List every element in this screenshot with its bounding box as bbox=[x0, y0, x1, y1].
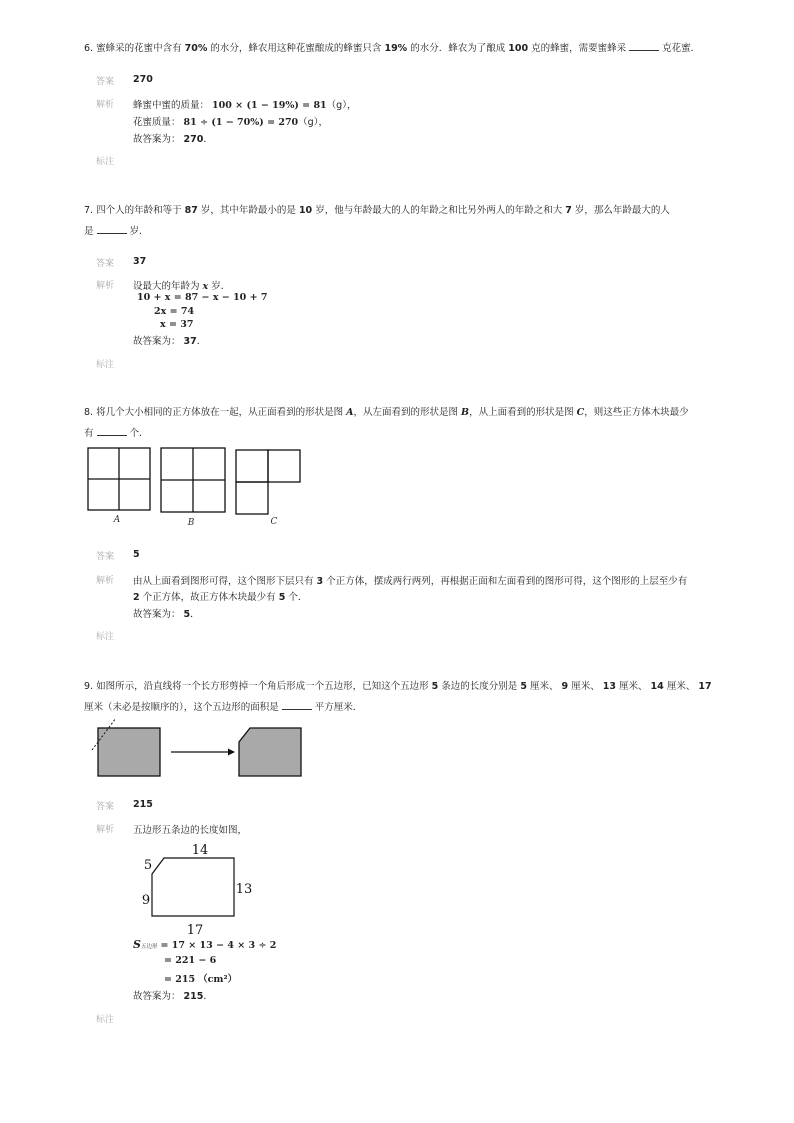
figure-c-label: C bbox=[270, 517, 278, 527]
answer-blank[interactable] bbox=[629, 40, 659, 51]
note-label: 标注 bbox=[96, 360, 115, 370]
question-7-text: 7. 四个人的年龄和等于 87 岁，其中年龄最小的是 10 岁，他与年龄最大的人的年龄之和比另外两人的年龄之和大 7 岁，那么年龄最大的人 是 岁． bbox=[84, 205, 670, 237]
answer-label: 答案 bbox=[96, 77, 115, 87]
analysis-line-2: 2 个正方体，故正方体木块最少有 5 个． bbox=[133, 592, 308, 603]
answer-value: 37 bbox=[133, 256, 147, 267]
analysis-line-1: 五边形五条边的长度如图， bbox=[133, 825, 248, 836]
analysis-line-3: 故答案为： 270． bbox=[133, 134, 213, 145]
answer-value: 270 bbox=[133, 74, 153, 85]
analysis-line-5: 故答案为： 215． bbox=[133, 991, 213, 1002]
equation-2: 2x = 74 bbox=[154, 306, 195, 317]
analysis-label: 解析 bbox=[96, 100, 115, 110]
resulting-pentagon bbox=[239, 728, 301, 776]
area-equation-3: = 215 （cm²） bbox=[164, 974, 238, 985]
analysis-label: 解析 bbox=[96, 825, 115, 835]
analysis-line-2: 花蜜质量： 81 ÷ (1 − 70%) = 270（g）， bbox=[133, 117, 328, 128]
answer-blank[interactable] bbox=[282, 699, 312, 710]
equation-3: x = 37 bbox=[160, 319, 194, 330]
analysis-line-1: 蜂蜜中蜜的质量： 100 × (1 − 19%) = 81（g）， bbox=[133, 100, 357, 111]
analysis-label: 解析 bbox=[96, 281, 115, 291]
side-17-label: 17 bbox=[186, 923, 204, 938]
answer-blank[interactable] bbox=[97, 223, 127, 234]
answer-blank[interactable] bbox=[97, 425, 127, 436]
question-8-text: 8. 将几个大小相同的正方体放在一起，从正面看到的形状是图 A，从左面看到的形状是图 B，从上面看到的形状是图 C，则这些正方体木块最少 有 个． bbox=[84, 407, 689, 439]
question-6-text: 6. 蜜蜂采的花蜜中含有 70% 的水分，蜂农用这种花蜜酿成的蜂蜜只含 19% 的水分．蜂农为了酿成 100 克的蜂蜜，需要蜜蜂采 克花蜜． bbox=[84, 38, 714, 59]
note-label: 标注 bbox=[96, 157, 115, 167]
note-label: 标注 bbox=[96, 632, 115, 642]
pentagon-diagram bbox=[136, 838, 256, 938]
original-rectangle bbox=[98, 728, 160, 776]
cut-rectangle-figure bbox=[86, 714, 310, 782]
analysis-line-1: 设最大的年龄为 x 岁． bbox=[133, 281, 231, 292]
answer-label: 答案 bbox=[96, 802, 115, 812]
analysis-line-5: 故答案为： 37． bbox=[133, 336, 207, 347]
question-9-text: 9. 如图所示，沿直线将一个长方形剪掉一个角后形成一个五边形，已知这个五边形 5 条边的长度分别是 5 厘米、 9 厘米、 13 厘米、 14 厘米、 17 厘米（未必是按顺序的），这个五边形的面积是 平方厘米． bbox=[84, 681, 712, 713]
view-figures bbox=[84, 444, 314, 530]
side-5-label: 5 bbox=[143, 858, 153, 873]
analysis-line-1: 由从上面看到图形可得，这个图形下层只有 3 个正方体，摆成两行两列，再根据正面和左面看到的图形可得，这个图形的上层至少有 bbox=[133, 576, 688, 587]
answer-label: 答案 bbox=[96, 552, 115, 562]
side-14-label: 14 bbox=[191, 843, 209, 858]
figure-a-label: A bbox=[113, 515, 121, 525]
figure-a-front-view bbox=[88, 448, 150, 510]
side-13-label: 13 bbox=[235, 882, 253, 897]
side-9-label: 9 bbox=[141, 893, 151, 908]
note-label: 标注 bbox=[96, 1015, 115, 1025]
arrow-head-icon bbox=[228, 749, 235, 756]
figure-b-left-view bbox=[161, 448, 225, 512]
analysis-line-3: 故答案为： 5． bbox=[133, 609, 200, 620]
area-equation-2: = 221 − 6 bbox=[164, 955, 217, 966]
figure-b-label: B bbox=[187, 518, 195, 528]
pentagon-shape bbox=[152, 858, 234, 916]
answer-value: 5 bbox=[133, 549, 140, 560]
analysis-label: 解析 bbox=[96, 576, 115, 586]
answer-label: 答案 bbox=[96, 259, 115, 269]
answer-value: 215 bbox=[133, 799, 153, 810]
figure-c-top-view bbox=[236, 450, 300, 514]
equation-1: 10 + x = 87 − x − 10 + 7 bbox=[137, 292, 268, 303]
area-equation-1: S五边形 = 17 × 13 − 4 × 3 ÷ 2 bbox=[133, 938, 277, 951]
